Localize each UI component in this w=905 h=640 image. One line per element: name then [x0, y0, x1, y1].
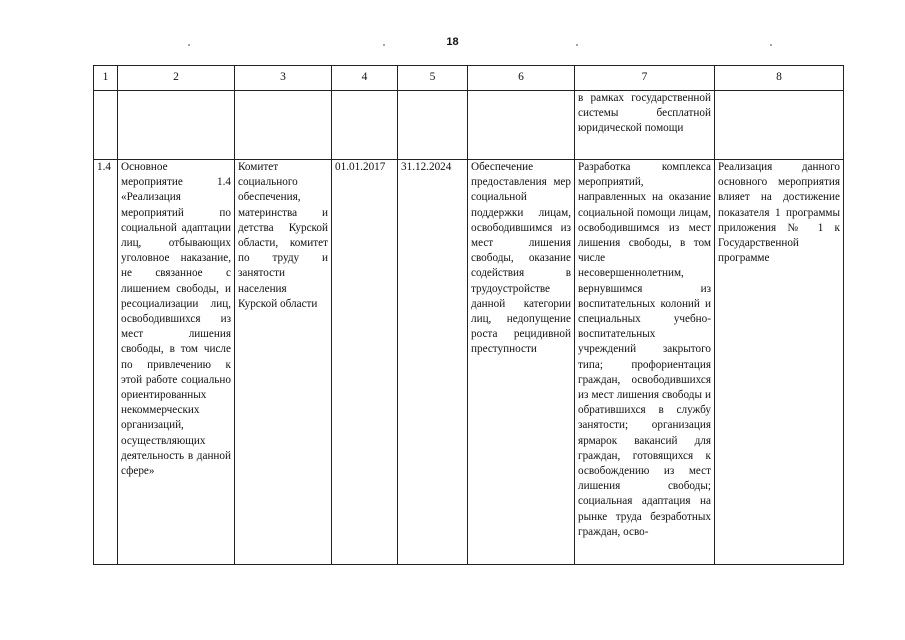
header-cell: 3: [235, 66, 332, 91]
header-row: [94, 66, 844, 91]
table-cell: [94, 91, 118, 160]
header-cell: 7: [575, 66, 715, 91]
table-cell: [235, 91, 332, 160]
header-cell: 8: [715, 66, 844, 91]
header-cell: 5: [398, 66, 468, 91]
program-table: [93, 65, 844, 565]
scan-speck: [383, 44, 385, 46]
header-cell: 6: [468, 66, 575, 91]
scan-speck: [576, 44, 578, 46]
indicator-link-cell: Реализация данного основного мероприятия влияет на достижение показателя 1 программы приложения № 1 к Государственной программе: [715, 160, 844, 565]
table-cell: [715, 91, 844, 160]
header-cell: 1: [94, 66, 118, 91]
executor-cell: Комитет социального обеспечения, материнства и детства Курской области, комитет по труду и занятости населения Курской области: [235, 160, 332, 565]
measures-cell: Разработка комплекса мероприятий, направленных на оказание социальной помощи лицам, освободившимся из мест лишения свободы, в том числе несовершеннолетним, вернувшимся из воспитательных колоний и специальных учебно-воспитательных учреждений закрытого типа; профориентация граждан, освободившихся из мест лишения свободы и обратившихся в службу занятости; организация ярмарок вакансий для граждан, готовящихся к освобождению из мест лишения свободы; социальная адаптация на рынке труда безработных граждан, осво-: [575, 160, 715, 565]
table-cell: [118, 91, 235, 160]
scan-speck: [770, 44, 772, 46]
scan-speck: [188, 44, 190, 46]
table-cell: [398, 91, 468, 160]
page-number: 18: [446, 36, 459, 48]
table-cell: [332, 91, 398, 160]
expected-result-cell: Обеспечение предоставления мер социальной поддержки лицам, освободившимся из мест лишения свободы, оказание содействия в трудоустройстве данной категории лиц, недопущение роста рецидивной преступности: [468, 160, 575, 565]
start-date-cell: 01.01.2017: [332, 160, 398, 565]
event-name-cell: Основное мероприятие 1.4 «Реализация мероприятий по социальной адаптации лиц, отбывающих уголовное наказание, не связанное с лишением свободы, и ресоциализации лиц, освободившихся из мест лишения свободы, в том числе по привлечению к этой работе социально ориентированных некоммерческих организаций, осуществляющих деятельность в данной сфере»: [118, 160, 235, 565]
header-cell: 4: [332, 66, 398, 91]
carryover-measures-cell: в рамках государственной системы бесплатной юридической помощи: [575, 91, 715, 160]
row-number-cell: 1.4: [94, 160, 118, 565]
end-date-cell: 31.12.2024: [398, 160, 468, 565]
header-cell: 2: [118, 66, 235, 91]
carryover-row: [94, 91, 844, 160]
table-row: [94, 160, 844, 565]
table-cell: [468, 91, 575, 160]
